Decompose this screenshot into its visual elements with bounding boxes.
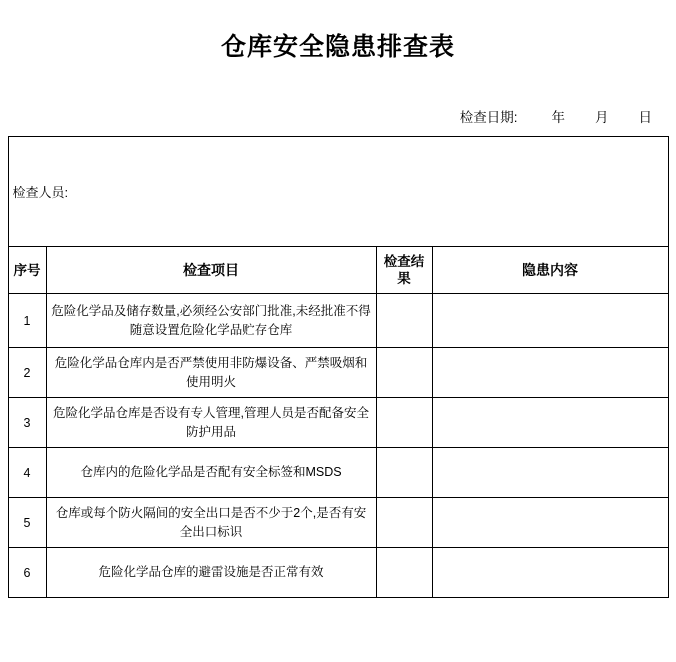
row-seq: 6 <box>8 548 46 598</box>
date-unit-year: 年 <box>551 110 565 125</box>
inspector-field[interactable]: 检查人员: <box>8 137 668 247</box>
row-seq: 5 <box>8 498 46 548</box>
row-issue[interactable] <box>432 398 668 448</box>
table-row <box>8 448 668 498</box>
row-result[interactable] <box>376 498 432 548</box>
table-row <box>8 548 668 598</box>
row-result[interactable] <box>376 398 432 448</box>
inspection-date-label: 检查日期: <box>459 110 518 125</box>
inspection-table <box>8 136 669 598</box>
row-item: 危险化学品仓库的避雷设施是否正常有效 <box>46 548 376 598</box>
header-result: 检查结果 <box>376 247 432 294</box>
row-seq: 3 <box>8 398 46 448</box>
row-item: 仓库或每个防火隔间的安全出口是否不少于2个,是否有安全出口标识 <box>46 498 376 548</box>
table-row <box>8 498 668 548</box>
row-seq: 4 <box>8 448 46 498</box>
row-item: 危险化学品仓库是否设有专人管理,管理人员是否配备安全防护用品 <box>46 398 376 448</box>
row-issue[interactable] <box>432 294 668 348</box>
header-issue: 隐患内容 <box>432 247 668 294</box>
row-seq: 2 <box>8 348 46 398</box>
table-row <box>8 398 668 448</box>
row-result[interactable] <box>376 348 432 398</box>
page-title: 仓库安全隐患排查表 <box>220 33 455 61</box>
inspection-date-line <box>0 106 676 126</box>
table-row <box>8 294 668 348</box>
row-issue[interactable] <box>432 448 668 498</box>
row-item: 危险化学品仓库内是否严禁使用非防爆设备、严禁吸烟和使用明火 <box>46 348 376 398</box>
row-result[interactable] <box>376 294 432 348</box>
row-issue[interactable] <box>432 548 668 598</box>
row-item: 仓库内的危险化学品是否配有安全标签和MSDS <box>46 448 376 498</box>
row-item: 危险化学品及储存数量,必须经公安部门批准,未经批准不得随意设置危险化学品贮存仓库 <box>46 294 376 348</box>
row-result[interactable] <box>376 548 432 598</box>
row-issue[interactable] <box>432 498 668 548</box>
row-seq: 1 <box>8 294 46 348</box>
document-page <box>0 30 676 662</box>
date-unit-month: 月 <box>595 110 609 125</box>
inspector-row <box>8 137 668 247</box>
row-issue[interactable] <box>432 348 668 398</box>
header-seq: 序号 <box>8 247 46 294</box>
row-result[interactable] <box>376 448 432 498</box>
table-row <box>8 348 668 398</box>
date-unit-day: 日 <box>638 110 652 125</box>
table-header-row <box>8 247 668 294</box>
header-item: 检查项目 <box>46 247 376 294</box>
